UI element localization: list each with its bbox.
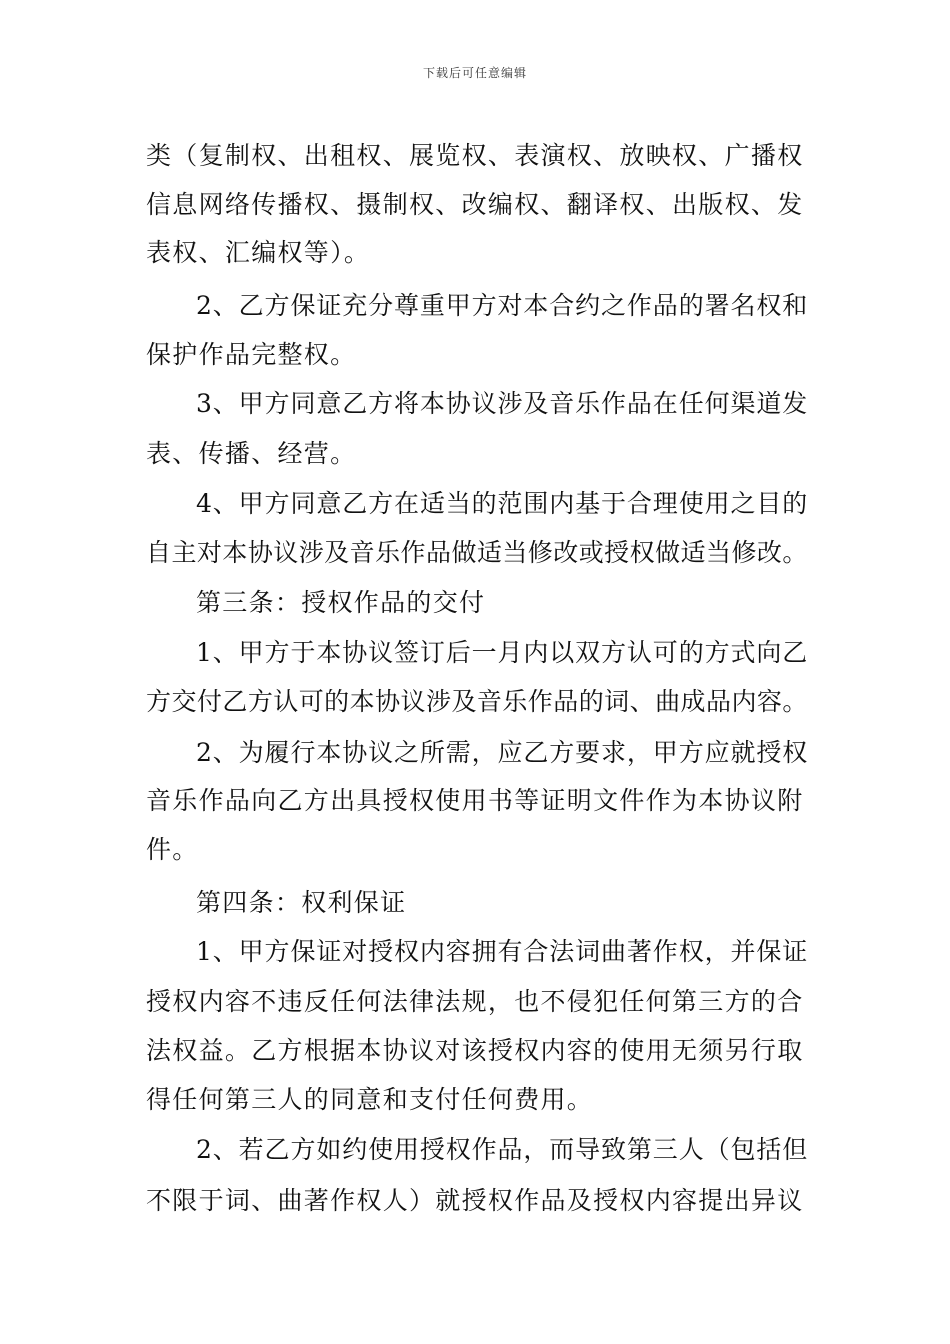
section-heading: 第三条：授权作品的交付	[196, 588, 486, 617]
text-line: 件。	[146, 835, 199, 864]
text-line: 表、传播、经营。	[146, 439, 357, 468]
text-line: 保护作品完整权。	[146, 340, 357, 369]
text-line: 3、甲方同意乙方将本协议涉及音乐作品在任何渠道发	[196, 389, 809, 418]
text-line: 授权内容不违反任何法律法规，也不侵犯任何第三方的合	[146, 987, 804, 1016]
text-line: 4、甲方同意乙方在适当的范围内基于合理使用之目的	[196, 489, 809, 518]
text-line: 法权益。乙方根据本协议对该授权内容的使用无须另行取	[146, 1036, 804, 1065]
page-header: 下载后可任意编辑	[422, 66, 527, 80]
text-line: 自主对本协议涉及音乐作品做适当修改或授权做适当修改。	[146, 538, 808, 567]
text-line: 得任何第三人的同意和支付任何费用。	[146, 1085, 594, 1114]
text-line: 不限于词、曲著作权人）就授权作品及授权内容提出异议	[146, 1186, 804, 1215]
text-line: 方交付乙方认可的本协议涉及音乐作品的词、曲成品内容。	[146, 687, 808, 716]
text-line: 信息网络传播权、摄制权、改编权、翻译权、出版权、发	[146, 190, 804, 219]
text-line: 2、乙方保证充分尊重甲方对本合约之作品的署名权和	[196, 291, 809, 320]
text-line: 2、为履行本协议之所需，应乙方要求，甲方应就授权	[196, 738, 809, 767]
text-line: 1、甲方于本协议签订后一月内以双方认可的方式向乙	[196, 638, 809, 667]
text-line: 表权、汇编权等）。	[146, 238, 371, 267]
section-heading: 第四条：权利保证	[196, 888, 407, 917]
text-line: 音乐作品向乙方出具授权使用书等证明文件作为本协议附	[146, 786, 804, 815]
text-line: 1、甲方保证对授权内容拥有合法词曲著作权，并保证	[196, 937, 809, 966]
text-line: 类（复制权、出租权、展览权、表演权、放映权、广播权	[146, 141, 804, 170]
text-line: 2、若乙方如约使用授权作品，而导致第三人（包括但	[196, 1135, 809, 1164]
